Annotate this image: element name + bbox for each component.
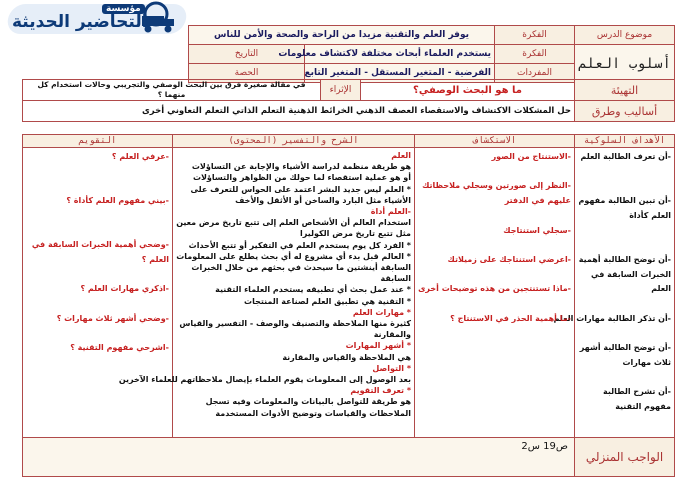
explanation-line: العلم: [391, 151, 411, 160]
explanation-line: * العلم ليس جديد البشر اعتمد على الحواس للتعرف على الأشياء مثل البارد والساخن أو الأثقل والأخف: [190, 184, 411, 205]
evaluation-item: -اشرحي مفهوم التقنية ؟: [70, 343, 169, 353]
class-label: الحصة: [189, 64, 305, 83]
explanation-line: * عند عمل بحث أي تطبيقه يستخدم العلماء التقنية: [215, 285, 411, 295]
explanation-line: استخدام العالم أن الأشخاص العلم إلى تتبع تاريخ مرض معين مثل تتبع تاريخ مرض الكوليرا: [176, 218, 411, 239]
vocab-label: المفردات: [495, 64, 575, 83]
homework-value: ص19 س2: [23, 438, 575, 477]
idea-label: الفكرة: [495, 26, 575, 45]
evaluation-header: التقويم: [23, 135, 173, 148]
discovery-item: -النظر إلى صورتين وسجلي ملاحظاتك عليهم في الدفتر: [422, 181, 571, 206]
concept-value: يستخدم العلماء أبحاث مختلفة لاكتشاف معلومات: [305, 45, 495, 64]
discovery-item: -ماذا تستنتجين من هذه توضيحات أخرى: [418, 284, 571, 294]
discovery-item: -الاستنتاج من الصور: [491, 152, 571, 161]
objective-item: -أن توضح الطالبة أهمية الخبرات السابقة في العلم: [578, 254, 671, 294]
evaluation-item: -عرفي العلم ؟: [111, 152, 169, 161]
methods-list: حل المشكلات الاكتشاف والاستقصاء العصف الذهني الخرائط الذهنية التعلم الذاتي التعلم التعاوني أخرى: [23, 101, 575, 122]
objective-item: -أن تشرح الطالبة مفهوم التقنية: [602, 387, 671, 411]
explanation-line: كثيرة منها الملاحظة والتصنيف والوصف - التفسير والقياس والمقارنة: [179, 319, 411, 340]
discovery-header: الاستكشاف: [415, 135, 575, 148]
explanation-header: الشرح والتفسير (المحتوى): [173, 135, 415, 148]
topic-label: موضوع الدرس: [575, 26, 675, 45]
vocab-value: الفرضية - المتغير المستقل - المتغير التابع: [305, 64, 495, 83]
date-label: التاريخ: [189, 45, 305, 64]
explanation-line: هي الملاحظة والقياس والمقارنة: [282, 352, 411, 362]
evaluation-item: -بيني مفهوم العلم كأداة ؟: [66, 196, 169, 206]
objective-item: -أن تبين الطالبة مفهوم العلم كأداة: [578, 196, 671, 220]
explanation-line: -العلم أداة: [370, 207, 411, 217]
methods-label: أساليب وطرق: [575, 101, 675, 122]
explanation-line: * التقنية هي تطبيق العلم لصناعة المنتجات: [244, 296, 411, 306]
explanation-line: هو طريقة منظمة لدراسة الأشياء والإجابة عن التساؤلات: [191, 162, 411, 172]
logo-text: التحاضير الحديثة: [12, 12, 148, 32]
evaluation-cell: [23, 148, 173, 440]
discovery-item: -اعرضي استنتاجك على زميلاتك: [447, 254, 571, 264]
site-logo: [4, 2, 194, 38]
discovery-item: -سجلي استنتاجك: [503, 225, 571, 235]
explanation-line: * مهارات العلم: [352, 307, 411, 317]
intro-question: ما هو البحث الوصفي؟: [361, 80, 575, 101]
enrich-label: الإثراء: [321, 80, 361, 101]
objective-item: -أن تذكر الطالبة مهارات العلم: [553, 313, 671, 323]
discovery-item: -ما أهمية الحذر في الاستنتاج ؟: [450, 313, 571, 323]
homework-table: [22, 437, 675, 477]
objectives-cell: [553, 148, 675, 440]
objectives-header: الأهداف السلوكية: [575, 135, 675, 148]
homework-label: الواجب المنزلي: [575, 438, 675, 477]
explanation-line: * العالم قبل بدء أي مشروع له أي بحث يطلع على المعلومات السابقة أينشتين ما سيحدث في بحثهم من خلال الخبرات السابقة: [176, 251, 411, 284]
explanation-line: * أشهر المهارات: [345, 341, 411, 351]
explanation-line: * الفرد كل يوم يستخدم العلم في التفكير أو تتبع الأحداث: [188, 240, 411, 250]
evaluation-item: -وضحي أهمية الخبرات السابقة في العلم ؟: [31, 240, 169, 264]
explanation-line: بعد الوصول إلى المعلومات يقوم العلماء بإيصال ملاحظاتهم للعلماء الآخرين: [118, 375, 411, 385]
logo-tag: مؤسسة: [102, 4, 145, 14]
lesson-header-table: [188, 25, 675, 83]
enrich-text: في مقالة صغيرة فرق بين البحث الوصفي والتجريبي وحالات استخدام كل منهما ؟: [23, 80, 321, 101]
discovery-cell: [415, 148, 575, 440]
idea-value: يوفر العلم والتقنية مزيدا من الراحة والصحة والأمن للناس: [189, 26, 495, 45]
intro-label: التهيئة: [575, 80, 675, 101]
explanation-line: هو طريقة للتواصل بالبيانات والمعلومات وفيه تسجل الملاحظات والقياسات وتوضيح الأدوات المستخدمة: [205, 397, 411, 418]
topic-value: أسلوب العلم: [575, 45, 675, 83]
concept-label: الفكرة: [495, 45, 575, 64]
explanation-line: أو هو عملية استقصاء لما حولك من الظواهر والتساؤلات: [192, 173, 411, 183]
explanation-line: * التواصل: [372, 363, 411, 373]
explanation-line: * تعرف التقويم: [350, 386, 411, 396]
evaluation-item: -اذكري مهارات العلم ؟: [80, 284, 169, 294]
prep-table: [22, 79, 675, 122]
lesson-content-table: [22, 134, 675, 440]
evaluation-item: -وضحي أشهر ثلاث مهارات ؟: [56, 313, 169, 323]
objective-item: -أن توضح الطالبة أشهر ثلاث مهارات: [579, 343, 671, 367]
objective-item: -أن تعرف الطالبة العلم: [580, 152, 671, 161]
